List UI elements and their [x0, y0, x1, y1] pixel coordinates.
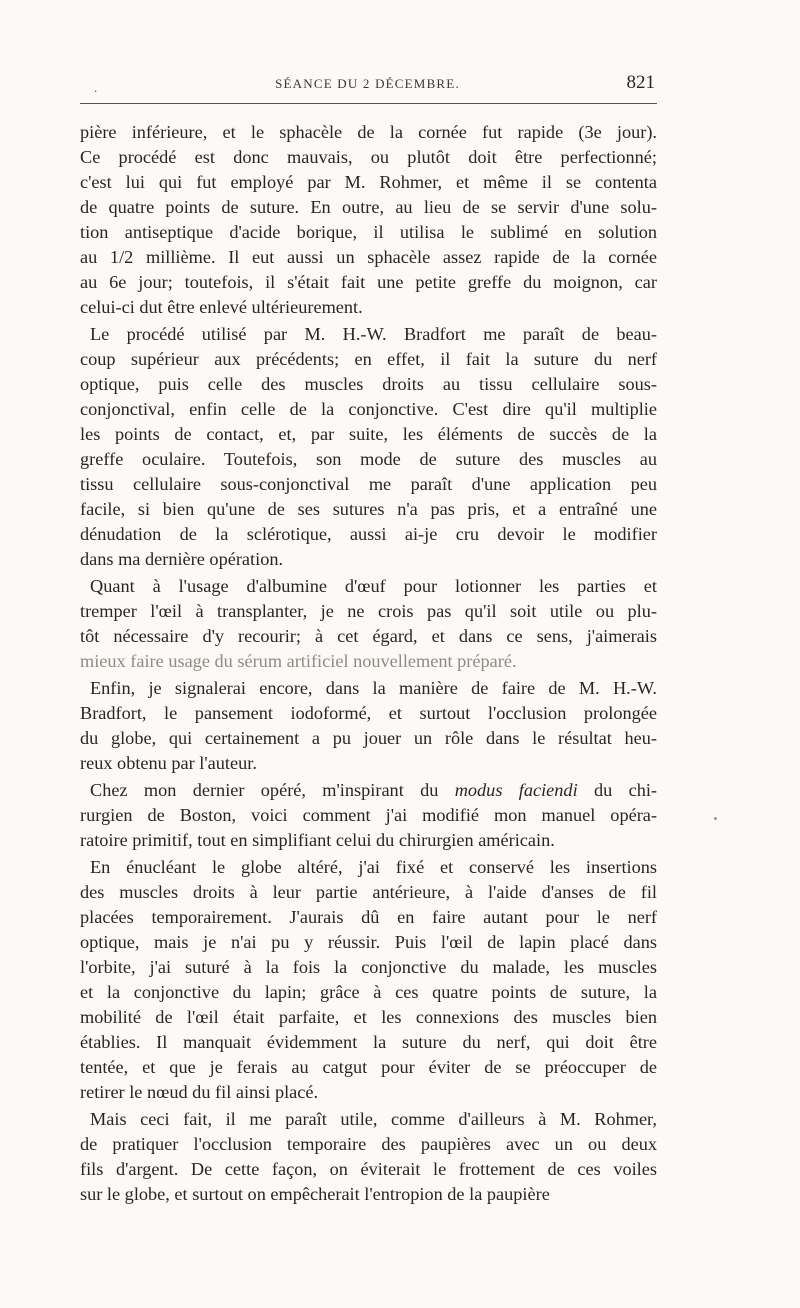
text-line: tôt nécessaire d'y recourir; à cet égard, et dans ce sens, j'aimerais	[80, 626, 657, 646]
text-line: placées temporairement. J'aurais dû en faire autant pour le nerf	[80, 907, 657, 927]
text-line: Mais ceci fait, il me paraît utile, comme d'ailleurs à M. Rohmer,	[90, 1109, 657, 1129]
text-line: optique, mais je n'ai pu y réussir. Puis l'œil de lapin placé dans	[80, 932, 657, 952]
text-line: tentée, et que je ferais au catgut pour éviter de se préoccuper de	[80, 1057, 657, 1077]
running-title: SÉANCE DU 2 DÉCEMBRE.	[275, 76, 460, 91]
text-line: au 6e jour; toutefois, il s'était fait une petite greffe du moignon, car	[80, 272, 657, 292]
page-header	[80, 72, 655, 98]
text-line: Ce procédé est donc mauvais, ou plutôt doit être perfectionné;	[80, 147, 657, 167]
text-line: du globe, qui certainement a pu jouer un rôle dans le résultat heu-	[80, 728, 657, 748]
text-line: En énucléant le globe altéré, j'ai fixé et conservé les insertions	[90, 857, 657, 877]
text-line: au 1/2 millième. Il eut aussi un sphacèle assez rapide de la cornée	[80, 247, 657, 267]
paragraph	[80, 322, 657, 572]
text-line: mieux faire usage du sérum artificiel nouvellement préparé.	[80, 651, 517, 671]
text-line: mobilité de l'œil était parfaite, et les connexions des muscles bien	[80, 1007, 657, 1027]
text-line: tremper l'œil à transplanter, je ne crois pas qu'il soit utile ou plu-	[80, 601, 657, 621]
text-line: c'est lui qui fut employé par M. Rohmer, et même il se contenta	[80, 172, 657, 192]
text-line: de quatre points de suture. En outre, au lieu de se servir d'une solu-	[80, 197, 657, 217]
text-line: et la conjonctive du lapin; grâce à ces quatre points de suture, la	[80, 982, 657, 1002]
italic-phrase: modus faciendi	[454, 780, 578, 800]
text-line: Le procédé utilisé par M. H.-W. Bradfort me paraît de beau-	[90, 324, 657, 344]
text-line: rurgien de Boston, voici comment j'ai modifié mon manuel opéra-	[80, 805, 657, 825]
header-rule	[80, 103, 657, 104]
text-line: reux obtenu par l'auteur.	[80, 753, 257, 773]
text-line: Bradfort, le pansement iodoformé, et surtout l'occlusion prolongée	[80, 703, 657, 723]
text-line: retirer le nœud du fil ainsi placé.	[80, 1082, 319, 1102]
text-line: greffe oculaire. Toutefois, son mode de suture des muscles au	[80, 449, 657, 469]
paragraph	[80, 574, 657, 674]
text-line: pière inférieure, et le sphacèle de la cornée fut rapide (3e jour).	[80, 122, 657, 142]
page-body	[80, 120, 657, 1209]
text-line: conjonctival, enfin celle de la conjonctive. C'est dire qu'il multiplie	[80, 399, 657, 419]
paragraph	[80, 855, 657, 1105]
text-line: Enfin, je signalerai encore, dans la manière de faire de M. H.-W.	[90, 678, 657, 698]
text-line: établies. Il manquait évidemment la suture du nerf, qui doit être	[80, 1032, 657, 1052]
text-line: tion antiseptique d'acide borique, il utilisa le sublimé en solution	[80, 222, 657, 242]
paragraph	[80, 1107, 657, 1207]
text-line: sur le globe, et surtout on empêcherait l'entropion de la paupière	[80, 1184, 550, 1204]
paragraph	[80, 120, 657, 320]
text-line: Chez mon dernier opéré, m'inspirant du modus faciendi du chi-	[90, 780, 657, 800]
paragraph	[80, 676, 657, 776]
paragraph	[80, 778, 657, 853]
text-line: dans ma dernière opération.	[80, 549, 284, 569]
text-line: l'orbite, j'ai suturé à la fois la conjonctive du malade, les muscles	[80, 957, 657, 977]
text-line: des muscles droits à leur partie antérieure, à l'aide d'anses de fil	[80, 882, 657, 902]
text-line: fils d'argent. De cette façon, on éviterait le frottement de ces voiles	[80, 1159, 657, 1179]
text-line: coup supérieur aux précédents; en effet, il fait la suture du nerf	[80, 349, 657, 369]
text-line: facile, si bien qu'une de ses sutures n'a pas pris, et a entraîné une	[80, 499, 657, 519]
text-line: tissu cellulaire sous-conjonctival me paraît d'une application peu	[80, 474, 657, 494]
text-line: ratoire primitif, tout en simplifiant celui du chirurgien américain.	[80, 830, 555, 850]
text-line: Quant à l'usage d'albumine d'œuf pour lotionner les parties et	[90, 576, 657, 596]
text-line: dénudation de la sclérotique, aussi ai-je cru devoir le modifier	[80, 524, 657, 544]
text-line: les points de contact, et, par suite, les éléments de succès de la	[80, 424, 657, 444]
header-mark: .	[94, 80, 98, 95]
text-line: celui-ci dut être enlevé ultérieurement.	[80, 297, 363, 317]
print-speck	[714, 817, 717, 820]
page-number: 821	[626, 72, 655, 93]
text-line: de pratiquer l'occlusion temporaire des paupières avec un ou deux	[80, 1134, 657, 1154]
text-line: optique, puis celle des muscles droits au tissu cellulaire sous-	[80, 374, 657, 394]
